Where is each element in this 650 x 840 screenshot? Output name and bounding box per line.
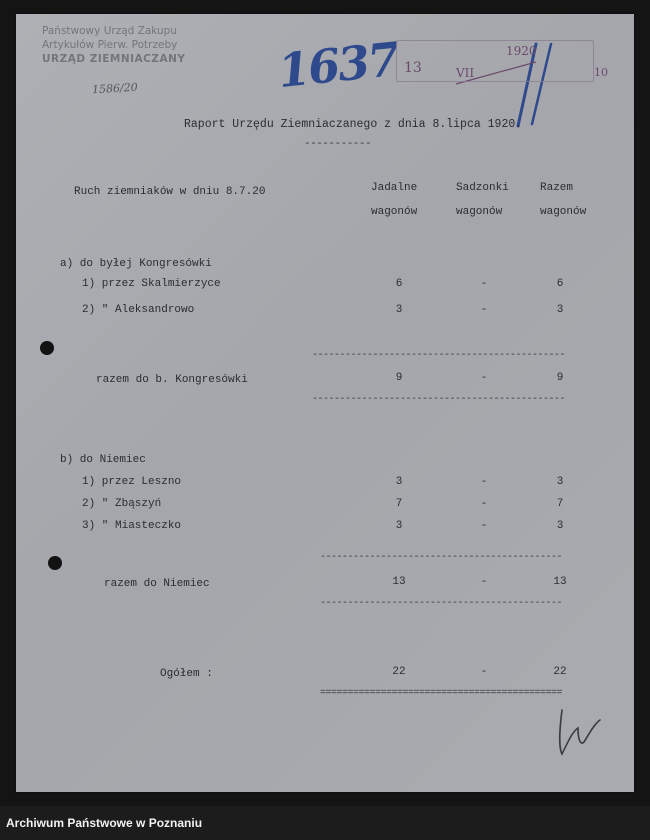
col-sadzonki-unit: wagonów — [456, 206, 503, 218]
col-sadzonki-header: Sadzonki — [456, 182, 509, 194]
register-stamp-day: 13 — [404, 60, 422, 76]
handwritten-signature-icon — [556, 702, 606, 762]
table-row-jadalne: 6 — [395, 278, 403, 290]
table-row-label: 2) " Aleksandrowo — [82, 304, 195, 316]
pencil-reference-number: 1586/20 — [91, 80, 139, 97]
section-a-separator-bottom: ---------------------------------------------- — [312, 394, 566, 405]
section-a-total-sadzonki: - — [480, 372, 488, 384]
table-row-razem: 3 — [556, 476, 564, 488]
stamp-line-2: Artykułów Pierw. Potrzeby — [42, 39, 178, 51]
grand-total-jadalne: 22 — [392, 666, 406, 678]
col-jadalne-header: Jadalne — [371, 182, 418, 194]
report-title: Raport Urzędu Ziemniaczanego z dnia 8.lipca 1920. — [184, 118, 523, 131]
stamp-line-3: URZĄD ZIEMNIACZANY — [42, 53, 186, 65]
grand-total-razem: 22 — [553, 666, 567, 678]
section-b-total-jadalne: 13 — [392, 576, 406, 588]
section-a-total-label: razem do b. Kongresówki — [96, 374, 248, 386]
table-row-label: 3) " Miasteczko — [82, 520, 182, 532]
section-b-total-razem: 13 — [553, 576, 567, 588]
register-stamp-year: 1920 — [506, 44, 537, 58]
section-a-separator: ---------------------------------------------- — [312, 350, 566, 361]
ink-journal-number: 1637 — [275, 31, 401, 99]
punch-hole — [40, 341, 54, 355]
section-a-total-razem: 9 — [556, 372, 564, 384]
section-b-heading: b) do Niemiec — [60, 454, 146, 466]
table-row-sadzonki: - — [480, 520, 488, 532]
table-row-razem: 6 — [556, 278, 564, 290]
table-row-jadalne: 3 — [395, 304, 403, 316]
section-a-total-jadalne: 9 — [395, 372, 403, 384]
table-row-sadzonki: - — [480, 278, 488, 290]
table-row-label: 1) przez Skalmierzyce — [82, 278, 221, 290]
stamp-line-1: Państwowy Urząd Zakupu — [42, 25, 177, 37]
col-razem-unit: wagonów — [540, 206, 587, 218]
table-row-jadalne: 3 — [395, 520, 403, 532]
table-row-sadzonki: - — [480, 476, 488, 488]
movement-header: Ruch ziemniaków w dniu 8.7.20 — [74, 186, 266, 198]
table-row-label: 1) przez Leszno — [82, 476, 182, 488]
table-row-razem: 3 — [556, 520, 564, 532]
register-stamp-extra: 10 — [594, 66, 608, 79]
table-row-label: 2) " Zbąszyń — [82, 498, 162, 510]
register-stamp-box — [396, 40, 594, 82]
grand-total-double-rule: ============================================ — [320, 688, 563, 699]
section-b-separator-bottom: -------------------------------------------- — [320, 598, 563, 609]
register-stamp-month: VII — [456, 66, 475, 80]
grand-total-sadzonki: - — [480, 666, 488, 678]
col-razem-header: Razem — [540, 182, 574, 194]
table-row-razem: 7 — [556, 498, 564, 510]
table-row-jadalne: 7 — [395, 498, 403, 510]
table-row-jadalne: 3 — [395, 476, 403, 488]
col-jadalne-unit: wagonów — [371, 206, 418, 218]
archive-footer — [0, 806, 650, 840]
archive-name: Archiwum Państwowe w Poznaniu — [6, 816, 203, 830]
section-b-separator: -------------------------------------------- — [320, 552, 563, 563]
title-underline: ----------- — [304, 138, 372, 150]
document-page — [16, 14, 634, 792]
grand-total-label: Ogółem : — [160, 668, 213, 680]
section-b-total-sadzonki: - — [480, 576, 488, 588]
table-row-sadzonki: - — [480, 498, 488, 510]
table-row-sadzonki: - — [480, 304, 488, 316]
punch-hole — [48, 556, 62, 570]
section-a-heading: a) do byłej Kongresówki — [60, 258, 212, 270]
section-b-total-label: razem do Niemiec — [104, 578, 210, 590]
table-row-razem: 3 — [556, 304, 564, 316]
